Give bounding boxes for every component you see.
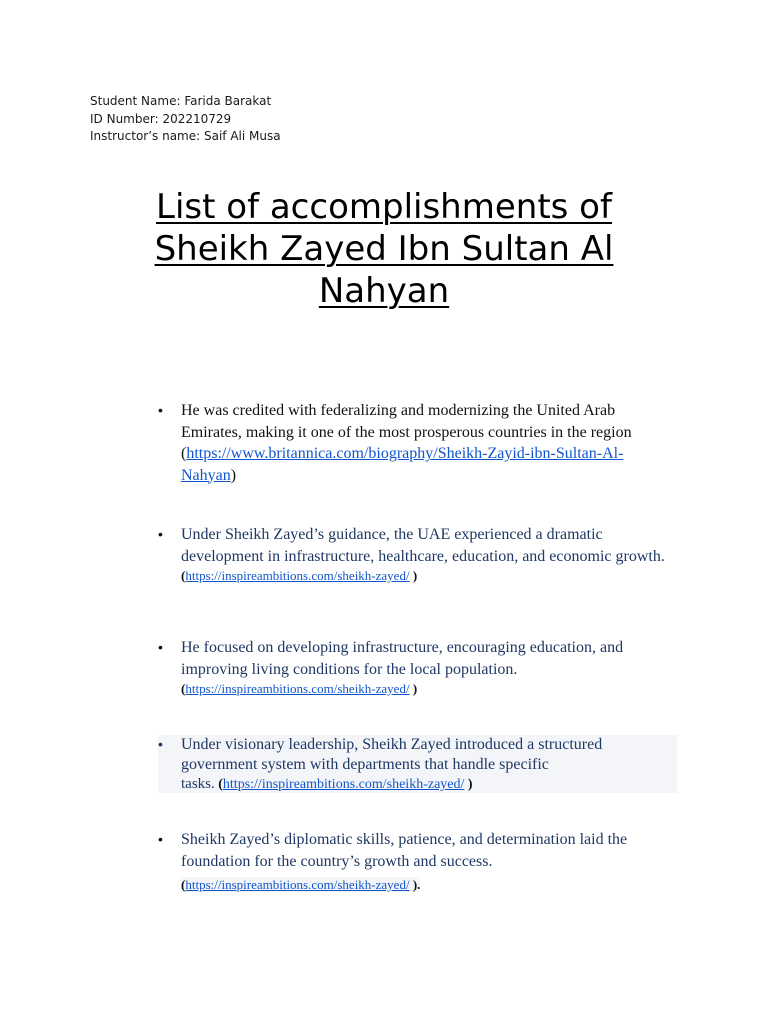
source-citation xyxy=(181,567,677,585)
item-text-line-1: Under visionary leadership, Sheikh Zayed introduced a structured xyxy=(181,736,603,753)
source-open-paren: ( xyxy=(181,445,187,462)
instructor-name: Instructor’s name: Saif Ali Musa xyxy=(90,129,281,144)
source-close-paren: ) xyxy=(464,777,473,792)
item-text: He was credited with federalizing and modernizing the United Arab Emirates, making it one of the most prosperous countries in the region xyxy=(181,402,632,441)
student-name: Student Name: Farida Barakat xyxy=(90,94,272,108)
bullet-icon: • xyxy=(158,736,163,752)
id-number: ID Number: 202210729 xyxy=(90,111,232,126)
title-line-3: Nahyan xyxy=(318,271,450,311)
list-item xyxy=(158,829,677,894)
source-close-paren: ) xyxy=(230,466,237,484)
item-text: Sheikh Zayed’s diplomatic skills, patience, and determination laid the foundation for the country’s growth and success. xyxy=(181,831,628,870)
title-line-2: Sheikh Zayed Ibn Sultan Al xyxy=(154,229,614,269)
bullet-icon: • xyxy=(158,402,163,418)
source-open-paren: ( xyxy=(181,568,186,583)
source-link[interactable]: https://www.britannica.com/biography/Sheikh-Zayid-ibn-Sultan-Al-Nahyan xyxy=(181,445,624,484)
source-open-paren: ( xyxy=(181,877,186,892)
bullet-icon: • xyxy=(158,526,163,542)
source-citation xyxy=(181,876,677,894)
source-close-paren: ) xyxy=(409,681,418,696)
page-title xyxy=(100,186,668,312)
source-close-paren: ) xyxy=(409,568,418,583)
bullet-icon: • xyxy=(158,639,163,655)
source-link[interactable]: https://inspireambitions.com/sheikh-zayed/ xyxy=(222,777,465,792)
source-citation xyxy=(181,680,677,698)
item-text-line-2: government system with departments that handle specific xyxy=(181,755,549,773)
bullet-icon: • xyxy=(158,831,163,847)
list-item xyxy=(158,524,677,585)
list-item xyxy=(158,735,677,795)
source-citation xyxy=(215,777,473,792)
source-link[interactable]: https://inspireambitions.com/sheikh-zayed/ xyxy=(185,877,410,892)
item-text-line-3: tasks. xyxy=(181,776,215,792)
list-item xyxy=(158,637,677,698)
item-text: Under Sheikh Zayed’s guidance, the UAE experienced a dramatic development in infrastructure, healthcare, education, and economic growth. xyxy=(181,526,665,565)
student-info xyxy=(90,93,281,146)
list-item xyxy=(158,400,677,486)
source-open-paren: ( xyxy=(214,777,223,792)
item-text: He focused on developing infrastructure, encouraging education, and improving living conditions for the local population. xyxy=(181,639,624,678)
source-close-paren: ). xyxy=(409,877,421,892)
source-link[interactable]: https://inspireambitions.com/sheikh-zayed/ xyxy=(185,681,410,696)
source-open-paren: ( xyxy=(181,681,186,696)
source-link[interactable]: https://inspireambitions.com/sheikh-zayed/ xyxy=(185,568,410,583)
title-line-1: List of accomplishments of xyxy=(156,187,612,227)
